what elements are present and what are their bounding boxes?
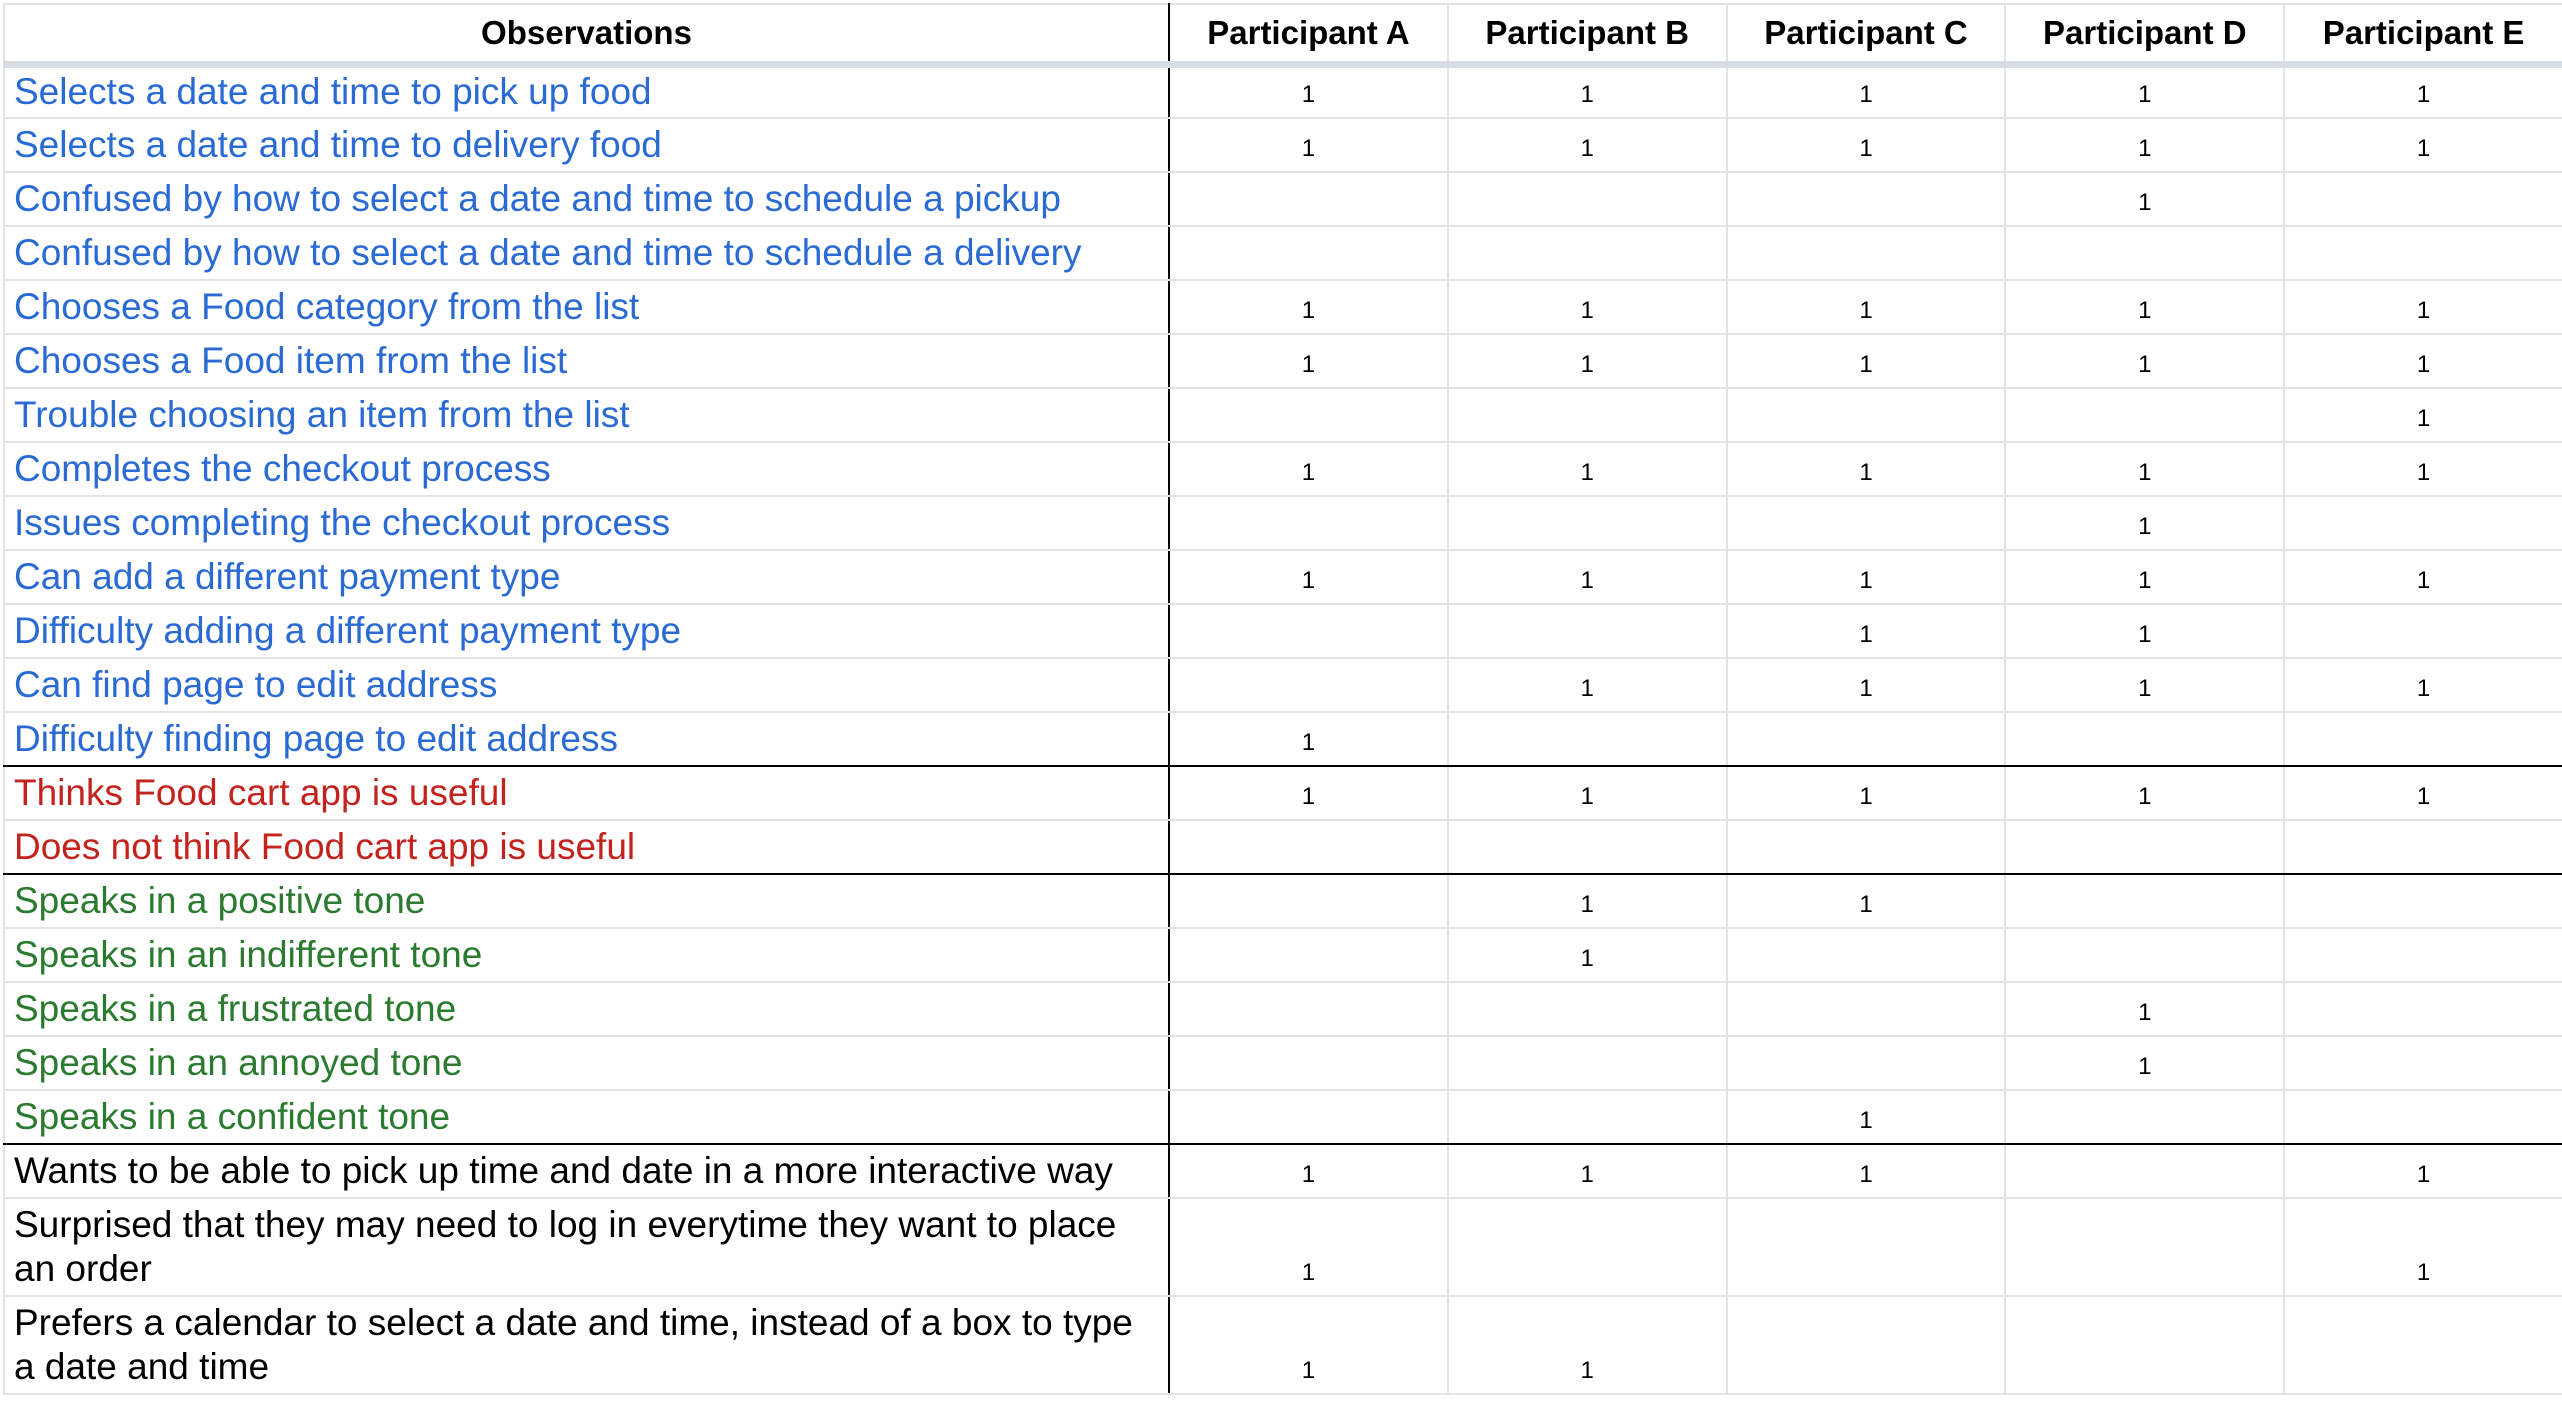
- observation-cell[interactable]: Speaks in a confident tone: [4, 1090, 1169, 1144]
- observation-cell[interactable]: Selects a date and time to pick up food: [4, 64, 1169, 118]
- value-cell[interactable]: [1727, 1296, 2006, 1394]
- value-cell[interactable]: [2284, 1296, 2562, 1394]
- value-cell[interactable]: [2005, 1198, 2284, 1296]
- value-cell[interactable]: [2284, 1036, 2562, 1090]
- value-cell[interactable]: 1: [1169, 64, 1448, 118]
- table-row: [4, 496, 2562, 550]
- table-row: [4, 1036, 2562, 1090]
- value-cell[interactable]: [2284, 226, 2562, 280]
- value-cell[interactable]: [1169, 172, 1448, 226]
- value-cell[interactable]: [1727, 982, 2006, 1036]
- value-cell[interactable]: 1: [1727, 1144, 2006, 1198]
- table-row: [4, 712, 2562, 766]
- value-cell[interactable]: [1727, 820, 2006, 874]
- value-cell[interactable]: 1: [2005, 64, 2284, 118]
- observation-cell[interactable]: Prefers a calendar to select a date and time, instead of a box to type a date and time: [4, 1296, 1169, 1394]
- value-cell[interactable]: [1448, 388, 1727, 442]
- value-cell[interactable]: [1169, 982, 1448, 1036]
- value-cell[interactable]: 1: [1727, 550, 2006, 604]
- observation-cell[interactable]: Difficulty adding a different payment type: [4, 604, 1169, 658]
- value-cell[interactable]: 1: [1169, 766, 1448, 820]
- value-cell[interactable]: [1727, 496, 2006, 550]
- value-cell[interactable]: [2005, 1090, 2284, 1144]
- value-cell[interactable]: 1: [2005, 604, 2284, 658]
- value-cell[interactable]: 1: [2284, 550, 2562, 604]
- value-cell[interactable]: 1: [1448, 280, 1727, 334]
- table-row: [4, 388, 2562, 442]
- table-row: [4, 820, 2562, 874]
- observation-cell[interactable]: Wants to be able to pick up time and date in a more interactive way: [4, 1144, 1169, 1198]
- header-participant-d[interactable]: Participant D: [2005, 4, 2284, 64]
- observation-cell[interactable]: Completes the checkout process: [4, 442, 1169, 496]
- header-row: [4, 4, 2562, 64]
- value-cell[interactable]: [1727, 226, 2006, 280]
- value-cell[interactable]: 1: [1169, 712, 1448, 766]
- value-cell[interactable]: [1727, 1036, 2006, 1090]
- value-cell[interactable]: [2005, 928, 2284, 982]
- value-cell[interactable]: 1: [1169, 280, 1448, 334]
- observation-cell[interactable]: Chooses a Food category from the list: [4, 280, 1169, 334]
- value-cell[interactable]: 1: [2284, 766, 2562, 820]
- table-row: [4, 334, 2562, 388]
- value-cell[interactable]: 1: [2284, 658, 2562, 712]
- observation-cell[interactable]: Speaks in a frustrated tone: [4, 982, 1169, 1036]
- observation-cell[interactable]: Speaks in a positive tone: [4, 874, 1169, 928]
- value-cell[interactable]: 1: [2005, 118, 2284, 172]
- observation-cell[interactable]: Can add a different payment type: [4, 550, 1169, 604]
- value-cell[interactable]: [1727, 712, 2006, 766]
- value-cell[interactable]: [1727, 172, 2006, 226]
- value-cell[interactable]: [2284, 172, 2562, 226]
- table-row: [4, 766, 2562, 820]
- value-cell[interactable]: [1448, 1090, 1727, 1144]
- value-cell[interactable]: [1727, 1198, 2006, 1296]
- value-cell[interactable]: [1448, 226, 1727, 280]
- value-cell[interactable]: 1: [2005, 496, 2284, 550]
- value-cell[interactable]: 1: [1727, 442, 2006, 496]
- value-cell[interactable]: [1448, 496, 1727, 550]
- value-cell[interactable]: 1: [1448, 766, 1727, 820]
- value-cell[interactable]: 1: [1727, 334, 2006, 388]
- value-cell[interactable]: [1727, 928, 2006, 982]
- table-row: [4, 1198, 2562, 1296]
- value-cell[interactable]: [2005, 226, 2284, 280]
- value-cell[interactable]: 1: [2284, 442, 2562, 496]
- table-row: [4, 1144, 2562, 1198]
- value-cell[interactable]: 1: [1727, 118, 2006, 172]
- value-cell[interactable]: 1: [1448, 334, 1727, 388]
- table-row: [4, 226, 2562, 280]
- value-cell[interactable]: 1: [2284, 64, 2562, 118]
- value-cell[interactable]: 1: [2005, 172, 2284, 226]
- table-row: [4, 64, 2562, 118]
- observation-cell[interactable]: Trouble choosing an item from the list: [4, 388, 1169, 442]
- value-cell[interactable]: 1: [2284, 334, 2562, 388]
- value-cell[interactable]: [2284, 874, 2562, 928]
- value-cell[interactable]: 1: [1727, 64, 2006, 118]
- value-cell[interactable]: 1: [1448, 874, 1727, 928]
- table-row: [4, 1296, 2562, 1394]
- value-cell[interactable]: 1: [1169, 442, 1448, 496]
- observation-cell[interactable]: Does not think Food cart app is useful: [4, 820, 1169, 874]
- header-participant-c[interactable]: Participant C: [1727, 4, 2006, 64]
- value-cell[interactable]: [1448, 982, 1727, 1036]
- observation-cell[interactable]: Confused by how to select a date and time to schedule a delivery: [4, 226, 1169, 280]
- value-cell[interactable]: [1448, 820, 1727, 874]
- value-cell[interactable]: [2005, 1144, 2284, 1198]
- value-cell[interactable]: 1: [1169, 1296, 1448, 1394]
- value-cell[interactable]: [2005, 1296, 2284, 1394]
- value-cell[interactable]: 1: [1448, 658, 1727, 712]
- value-cell[interactable]: 1: [1169, 118, 1448, 172]
- value-cell[interactable]: 1: [2284, 280, 2562, 334]
- value-cell[interactable]: 1: [1727, 766, 2006, 820]
- value-cell[interactable]: 1: [1727, 280, 2006, 334]
- value-cell[interactable]: [2284, 820, 2562, 874]
- value-cell[interactable]: 1: [1448, 928, 1727, 982]
- observation-cell[interactable]: Speaks in an indifferent tone: [4, 928, 1169, 982]
- table-row: [4, 118, 2562, 172]
- value-cell[interactable]: 1: [1448, 1144, 1727, 1198]
- value-cell[interactable]: [2005, 874, 2284, 928]
- value-cell[interactable]: [2005, 712, 2284, 766]
- observation-cell[interactable]: Can find page to edit address: [4, 658, 1169, 712]
- value-cell[interactable]: [1448, 604, 1727, 658]
- value-cell[interactable]: [2284, 604, 2562, 658]
- value-cell[interactable]: [2284, 928, 2562, 982]
- observation-cell[interactable]: Chooses a Food item from the list: [4, 334, 1169, 388]
- value-cell[interactable]: [1727, 388, 2006, 442]
- table-row: [4, 604, 2562, 658]
- value-cell[interactable]: 1: [1169, 1144, 1448, 1198]
- table-row: [4, 280, 2562, 334]
- value-cell[interactable]: 1: [2005, 1036, 2284, 1090]
- value-cell[interactable]: [1448, 1036, 1727, 1090]
- value-cell[interactable]: 1: [1169, 334, 1448, 388]
- value-cell[interactable]: 1: [1448, 1296, 1727, 1394]
- value-cell[interactable]: 1: [2005, 766, 2284, 820]
- value-cell[interactable]: 1: [1727, 1090, 2006, 1144]
- value-cell[interactable]: 1: [1448, 118, 1727, 172]
- value-cell[interactable]: 1: [1448, 64, 1727, 118]
- value-cell[interactable]: [2284, 982, 2562, 1036]
- value-cell[interactable]: [1169, 604, 1448, 658]
- value-cell[interactable]: 1: [2005, 280, 2284, 334]
- observation-cell[interactable]: Selects a date and time to delivery food: [4, 118, 1169, 172]
- header-participant-a[interactable]: Participant A: [1169, 4, 1448, 64]
- value-cell[interactable]: 1: [1448, 442, 1727, 496]
- value-cell[interactable]: 1: [2284, 1198, 2562, 1296]
- value-cell[interactable]: [1448, 712, 1727, 766]
- value-cell[interactable]: 1: [2284, 388, 2562, 442]
- table-row: [4, 982, 2562, 1036]
- value-cell[interactable]: [2005, 388, 2284, 442]
- value-cell[interactable]: 1: [1727, 604, 2006, 658]
- table-row: [4, 928, 2562, 982]
- value-cell[interactable]: 1: [2284, 118, 2562, 172]
- value-cell[interactable]: 1: [2005, 982, 2284, 1036]
- value-cell[interactable]: 1: [2005, 658, 2284, 712]
- value-cell[interactable]: 1: [2284, 1144, 2562, 1198]
- value-cell[interactable]: 1: [1169, 550, 1448, 604]
- value-cell[interactable]: [2284, 712, 2562, 766]
- value-cell[interactable]: [1169, 496, 1448, 550]
- value-cell[interactable]: [1169, 928, 1448, 982]
- value-cell[interactable]: [1169, 1090, 1448, 1144]
- observation-cell[interactable]: Confused by how to select a date and time to schedule a pickup: [4, 172, 1169, 226]
- observation-cell[interactable]: Thinks Food cart app is useful: [4, 766, 1169, 820]
- table-row: [4, 1090, 2562, 1144]
- observation-cell[interactable]: Difficulty finding page to edit address: [4, 712, 1169, 766]
- value-cell[interactable]: [1169, 226, 1448, 280]
- header-participant-b[interactable]: Participant B: [1448, 4, 1727, 64]
- value-cell[interactable]: [1448, 172, 1727, 226]
- table-row: [4, 550, 2562, 604]
- value-cell[interactable]: [1169, 388, 1448, 442]
- table-row: [4, 172, 2562, 226]
- table-row: [4, 658, 2562, 712]
- value-cell[interactable]: 1: [2005, 442, 2284, 496]
- value-cell[interactable]: 1: [1727, 658, 2006, 712]
- observations-table: [3, 3, 2562, 1395]
- value-cell[interactable]: 1: [1727, 874, 2006, 928]
- header-participant-e[interactable]: Participant E: [2284, 4, 2562, 64]
- value-cell[interactable]: [2005, 820, 2284, 874]
- value-cell[interactable]: [2284, 1090, 2562, 1144]
- table-row: [4, 874, 2562, 928]
- value-cell[interactable]: [1448, 1198, 1727, 1296]
- observation-cell[interactable]: Surprised that they may need to log in everytime they want to place an order: [4, 1198, 1169, 1296]
- value-cell[interactable]: [1169, 658, 1448, 712]
- observation-cell[interactable]: Issues completing the checkout process: [4, 496, 1169, 550]
- value-cell[interactable]: [2284, 496, 2562, 550]
- value-cell[interactable]: 1: [2005, 550, 2284, 604]
- table-row: [4, 442, 2562, 496]
- value-cell[interactable]: 1: [1169, 1198, 1448, 1296]
- header-observations[interactable]: Observations: [4, 4, 1169, 64]
- observation-cell[interactable]: Speaks in an annoyed tone: [4, 1036, 1169, 1090]
- value-cell[interactable]: 1: [2005, 334, 2284, 388]
- value-cell[interactable]: [1169, 874, 1448, 928]
- value-cell[interactable]: 1: [1448, 550, 1727, 604]
- value-cell[interactable]: [1169, 1036, 1448, 1090]
- value-cell[interactable]: [1169, 820, 1448, 874]
